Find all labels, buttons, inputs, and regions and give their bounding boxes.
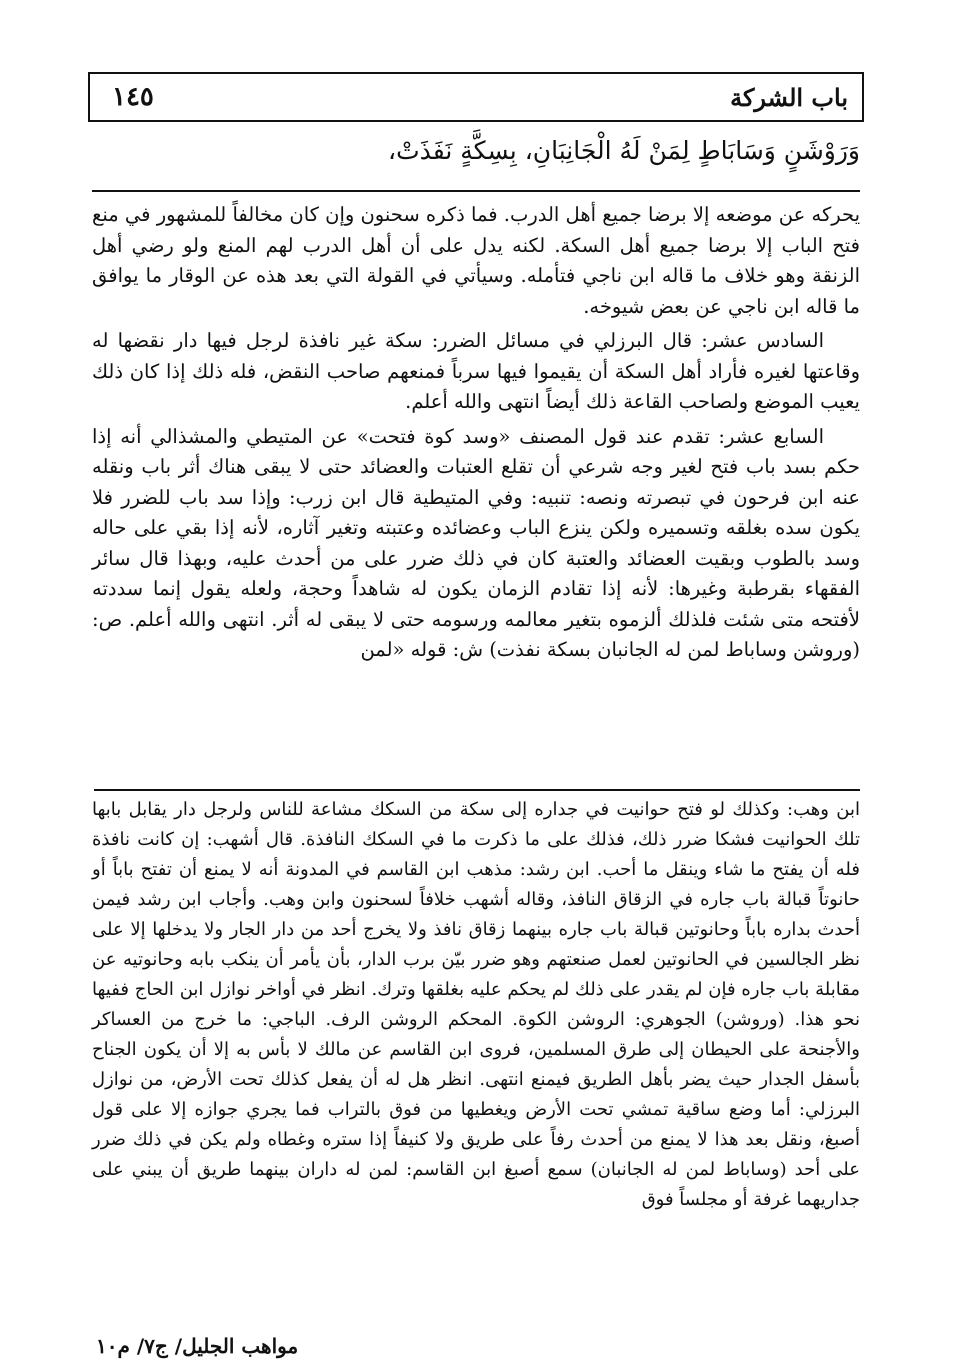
page-header (88, 72, 864, 122)
footnote-paragraph: ابن وهب: وكذلك لو فتح حوانيت في جداره إلى سكة من السكك مشاعة للناس ولرجل دار يقابل بابها تلك الحوانيت فشكا ضرر ذلك، فذلك على ما ذكرت ما في السكك النافذة. قال أشهب: إن كانت نافذة فله أن يفتح ما شاء وينقل ما أحب. ابن رشد: مذهب ابن القاسم في المدونة أنه لا يمنع أن تفتح باباً أو حانوتاً قبالة باب جاره في الزقاق النافذ، وقاله أشهب خلافاً لسحنون وابن وهب. وأجاب ابن رشد فيمن أحدث بداره باباً وحانوتين قبالة باب جاره بينهما زقاق نافذ ولا يخرج أحد من دار الجار ولا يدخلها إلا على نظر الجالسين في الحانوتين لعمل صنعتهم وهو ضرر بيّن برب الدار، بأن يأمر أن ينكب بابه وحانوتيه عن مقابلة باب جاره فإن لم يقدر على ذلك لم يحكم عليه بغلقها وترك. انظر في أواخر نوازل ابن الحاج ففيها نحو هذا. (وروشن) الجوهري: الروشن الكوة. المحكم الروشن الرف. الباجي: ما خرج من العساكر والأجنحة على الحيطان إلى طرق المسلمين، فروى ابن القاسم عن مالك لا بأس به إلا أن يكون الجناح بأسفل الجدار حيث يضر بأهل الطريق فيمنع انتهى. انظر هل له أن يفعل كذلك تحت الأرض، من نوازل البرزلي: أما وضع ساقية تمشي تحت الأرض ويغطيها من فوق بالتراب فما يجري جوازه إلا على قول أصبغ، ونقل بعد هذا لا يمنع من أحدث رفاً على طريق ولا كنيفاً إذا ستره وغطاه ولم يكن في ذلك ضرر على أحد (وساباط لمن له الجانبان) سمع أصبغ ابن القاسم: لمن له داران بينهما طريق أن يبني على جداريهما غرفة أو مجلساً فوق (92, 799, 860, 1210)
paragraph: السادس عشر: قال البرزلي في مسائل الضرر: سكة غير نافذة لرجل فيها دار نقضها له وقاعتها لغيره فأراد أهل السكة أن يقيموا فيها سرباً فمنعهم صاحب النقض، فله ذلك إذا كان ذلك يعيب الموضع ولصاحب القاعة ذلك أيضاً انتهى والله أعلم. (92, 329, 860, 413)
paragraph: السابع عشر: تقدم عند قول المصنف «وسد كوة فتحت» عن المتيطي والمشذالي أنه إذا حكم بسد باب فتح لغير وجه شرعي أن تقلع العتبات والعضائد حتى لا يبقى هناك أثر باب ونقله عنه ابن فرحون في تبصرته ونصه: تنبيه: وفي المتيطية قال ابن زرب: وإذا سد باب للضرر فلا يكون سده بغلقه وتسميره ولكن ينزع الباب وعضائده وعتبته وتغير آثاره، لأنه إذا بقي على حاله وسد بالطوب وبقيت العضائد والعتبة كان في ذلك ضرر على من أحدث عليه، وبهذا قال سائر الفقهاء بقرطبة وغيرها: لأنه إذا تقادم الزمان يكون له شاهداً وحجة، ولعله يقول إنما سددته لأفتحه متى شئت فلذلك ألزموه بتغير معالمه ورسومه حتى لا يبقى له أثر. انتهى والله أعلم. ص: (وروشن وساباط لمن له الجانبان بسكة نفذت) ش: قوله «لمن (92, 424, 860, 661)
divider-top (92, 190, 860, 192)
commentary-block (92, 200, 860, 666)
footnote-block (92, 795, 860, 1215)
page-number: ١٤٥ (112, 82, 154, 112)
chapter-title: باب الشركة (730, 83, 848, 112)
divider-footnotes (94, 789, 860, 791)
paragraph: يحركه عن موضعه إلا برضا جميع أهل الدرب. فما ذكره سحنون وإن كان مخالفاً للمشهور في منع فتح الباب إلا برضا جميع أهل السكة. لكنه يدل على أن أهل الدرب لهم المنع ولو رضي أهل الزنقة وهو خلاف ما قاله ابن ناجي فتأمله. وسيأتي في القولة التي بعد هذه عن الوقار ما يوافق ما قاله ابن ناجي عن بعض شيوخه. (92, 203, 860, 318)
matn-verse: وَرَوْشَنٍ وَسَابَاطٍ لِمَنْ لَهُ الْجَانِبَانِ، بِسِكَّةٍ نَفَذَتْ، (388, 136, 860, 165)
page-footer: مواهب الجليل/ ج٧/ م١٠ (96, 1334, 299, 1358)
